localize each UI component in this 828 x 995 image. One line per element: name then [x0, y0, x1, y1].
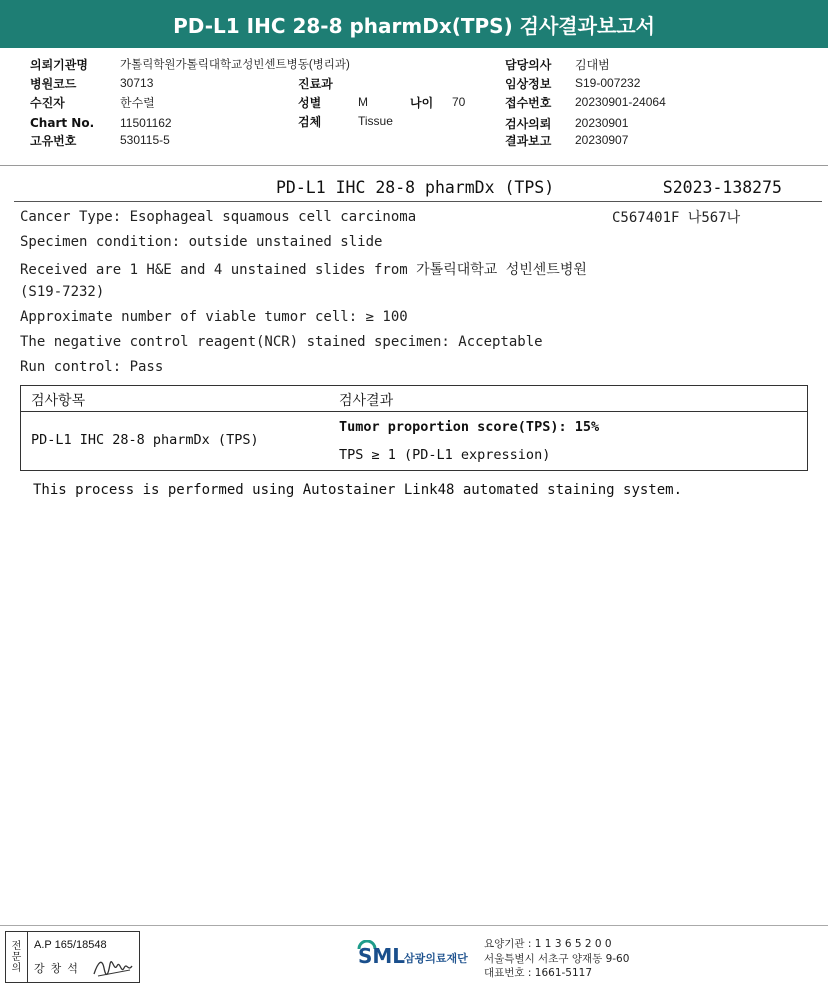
sex-value: M [358, 95, 368, 109]
patient-row [30, 93, 155, 111]
test-item: PD-L1 IHC 28-8 pharmDx (TPS) [31, 432, 259, 448]
report-date-row [505, 131, 628, 149]
specialist-char: 문 [11, 951, 22, 963]
process-note: This process is performed using Autostainer Link48 automated staining system. [33, 482, 683, 498]
unique-value: 530115-5 [120, 133, 170, 147]
age-value: 70 [452, 95, 466, 109]
test-name: PD-L1 IHC 28-8 pharmDx (TPS) [276, 178, 555, 197]
specimen-value: Tissue [358, 114, 393, 128]
report-line: Approximate number of viable tumor cell: ≥ 100 [20, 309, 408, 325]
patient-value: 한수렬 [120, 95, 155, 110]
institution-row [30, 55, 350, 73]
sex-label: 성별 [298, 95, 322, 110]
foundation-name: 삼광의료재단 [404, 952, 468, 965]
receipt-row [505, 93, 666, 111]
address: 서울특별시 서초구 양재동 9-60 [484, 952, 630, 965]
request-label: 검사의뢰 [505, 116, 552, 131]
age-label: 나이 [410, 95, 434, 110]
request-row [505, 114, 628, 132]
specialist-char: 의 [11, 962, 22, 974]
doctor-row [505, 55, 610, 73]
chart-row [30, 114, 172, 132]
report-title: PD-L1 IHC 28-8 pharmDx(TPS) 검사결과보고서 [173, 13, 655, 38]
logo-text: SML [358, 944, 406, 968]
ap-number: A.P 165/18548 [34, 939, 107, 951]
patient-info-section [0, 48, 828, 166]
case-number: S2023-138275 [662, 178, 782, 197]
doctor-value: 김대범 [575, 57, 610, 72]
dept-label: 진료과 [298, 76, 333, 91]
dept-row [298, 74, 358, 92]
specialist-label [6, 932, 28, 982]
unique-label: 고유번호 [30, 133, 77, 148]
institution-value: 가톨릭학원가톨릭대학교성빈센트병동(병리과) [120, 59, 350, 71]
phone-number: 대표번호 : 1661-5117 [484, 967, 593, 979]
clinical-value: S19-007232 [575, 76, 641, 90]
receipt-label: 접수번호 [505, 95, 552, 110]
hospital-code-value: 30713 [120, 76, 154, 90]
results-table [20, 385, 808, 471]
report-line: Run control: Pass [20, 359, 164, 375]
col-item-header: 검사항목 [31, 393, 86, 409]
tps-interpretation: TPS ≥ 1 (PD-L1 expression) [339, 447, 551, 463]
clinical-label: 임상정보 [505, 76, 552, 91]
report-line: Received are 1 H&E and 4 unstained slides from 가톨릭대학교 성빈센트병원 [20, 262, 587, 278]
doctor-label: 담당의사 [505, 57, 552, 72]
chart-label: Chart No. [30, 116, 95, 130]
col-result-header: 검사결과 [339, 393, 394, 409]
sex-row [298, 93, 465, 111]
institution-number: 요양기관 : 1 1 3 6 5 2 0 0 [484, 938, 612, 950]
tps-score: Tumor proportion score(TPS): 15% [339, 419, 600, 435]
contact-info [484, 937, 629, 981]
footer-divider [0, 925, 828, 926]
report-line: The negative control reagent(NCR) stained specimen: Acceptable [20, 334, 543, 350]
unique-row [30, 131, 170, 149]
patient-label: 수진자 [30, 95, 65, 110]
results-table-header [21, 386, 807, 412]
signature-box [5, 931, 140, 983]
report-heading [14, 176, 822, 202]
report-date-label: 결과보고 [505, 133, 552, 148]
institution-label: 의뢰기관명 [30, 57, 88, 72]
report-title-bar [0, 0, 828, 48]
signature-image [92, 954, 136, 980]
chart-value: 11501162 [120, 116, 172, 130]
receipt-value: 20230901-24064 [575, 95, 666, 109]
clinical-row [505, 74, 640, 92]
specimen-label: 검체 [298, 114, 322, 129]
report-date-value: 20230907 [575, 133, 629, 147]
specialist-char: 전 [11, 940, 22, 952]
report-line: Cancer Type: Esophageal squamous cell carcinoma [20, 209, 417, 225]
doctor-name: 강창석 [34, 962, 84, 975]
specimen-row [298, 112, 393, 130]
request-value: 20230901 [575, 116, 629, 130]
specimen-id: C567401F 나567나 [612, 210, 741, 226]
hospital-code-row [30, 74, 153, 92]
report-line: Specimen condition: outside unstained slide [20, 234, 383, 250]
sml-logo [356, 936, 468, 966]
report-line: (S19-7232) [20, 284, 105, 300]
hospital-code-label: 병원코드 [30, 76, 77, 91]
